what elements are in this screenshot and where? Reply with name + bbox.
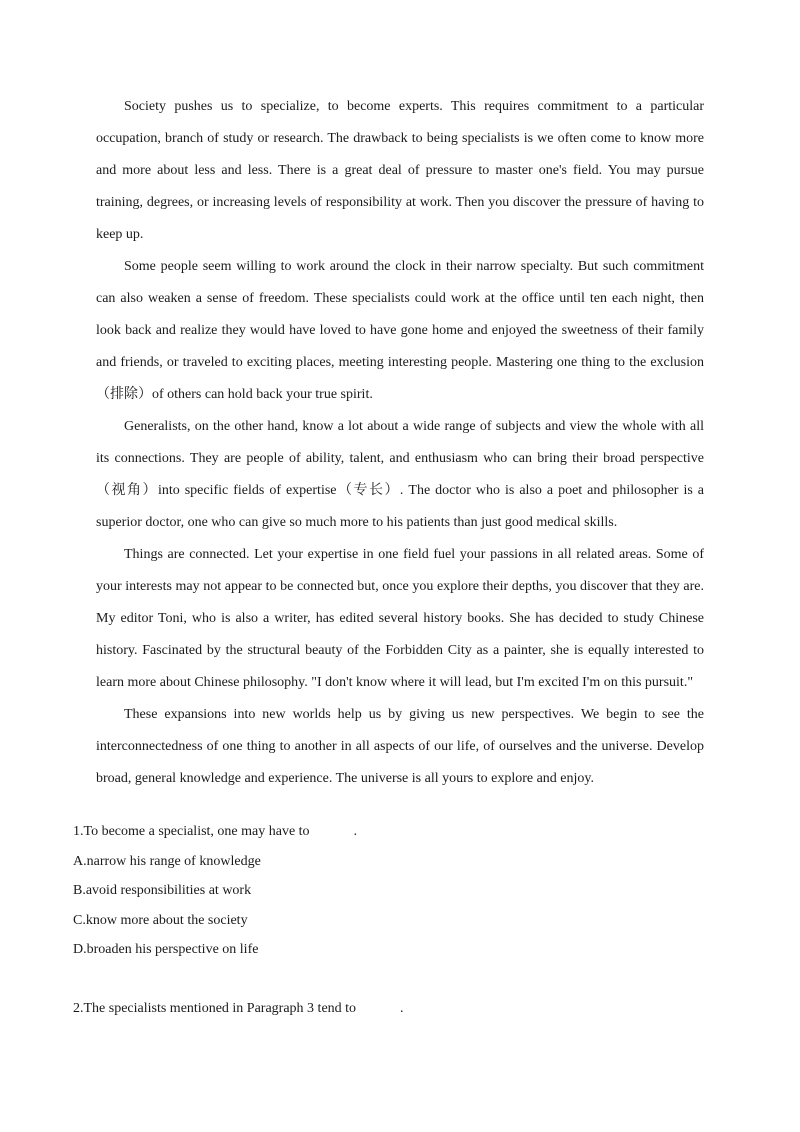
question-stem-text: 1.To become a specialist, one may have to xyxy=(73,824,310,839)
question-1-option-d: D.broaden his perspective on life xyxy=(73,942,259,957)
question-2-stem xyxy=(73,994,713,1024)
passage-paragraph-5: These expansions into new worlds help us by giving us new perspectives. We begin to see the interconnectedness of one thing to another in all aspects of our life, of ourselves and the universe. Develop broad, general knowledge and experience. The universe is all yours to explore and enjoy. xyxy=(96,707,704,786)
question-1-option-b: B.avoid responsibilities at work xyxy=(73,883,252,898)
question-end-mark: . xyxy=(353,824,358,839)
passage-paragraph-4: Things are connected. Let your expertise in one field fuel your passions in all related areas. Some of your interests may not appear to be connected but, once you explore their depths, you discover that they are. My editor Toni, who is also a writer, has edited several history books. She has decided to study Chinese history. Fascinated by the structural beauty of the Forbidden City as a painter, she is equally interested to learn more about Chinese philosophy. "I don't know where it will lead, but I'm excited I'm on this pursuit." xyxy=(96,547,704,690)
question-1-stem xyxy=(73,817,713,847)
reading-passage xyxy=(96,91,704,795)
passage-paragraph-1: Society pushes us to specialize, to become experts. This requires commitment to a particular occupation, branch of study or research. The drawback to being specialists is we often come to know more and more about less and less. There is a great deal of pressure to master one's field. You may pursue training, degrees, or increasing levels of responsibility at work. Then you discover the pressure of having to keep up. xyxy=(96,99,704,242)
passage-paragraph-3: Generalists, on the other hand, know a lot about a wide range of subjects and view the whole with all its connections. They are people of ability, talent, and enthusiasm who can bring their broad perspective（视角）into specific fields of expertise（专长）. The doctor who is also a poet and philosopher is a superior doctor, one who can give so much more to his patients than just good medical skills. xyxy=(96,419,704,530)
question-stem-text: 2.The specialists mentioned in Paragraph 3 tend to xyxy=(73,1000,357,1016)
question-spacer xyxy=(73,965,713,994)
question-1-option-a: A.narrow his range of knowledge xyxy=(73,853,261,869)
question-list xyxy=(73,817,713,1023)
question-end-mark: . xyxy=(400,1000,404,1016)
question-1-option-c: C.know more about the society xyxy=(73,912,248,928)
passage-paragraph-2: Some people seem willing to work around the clock in their narrow specialty. But such commitment can also weaken a sense of freedom. These specialists could work at the office until ten each night, then look back and realize they would have loved to have gone home and enjoyed the sweetness of their family and friends, or traveled to exciting places, meeting interesting people. Mastering one thing to the exclusion（排除）of others can hold back your true spirit. xyxy=(96,259,704,402)
